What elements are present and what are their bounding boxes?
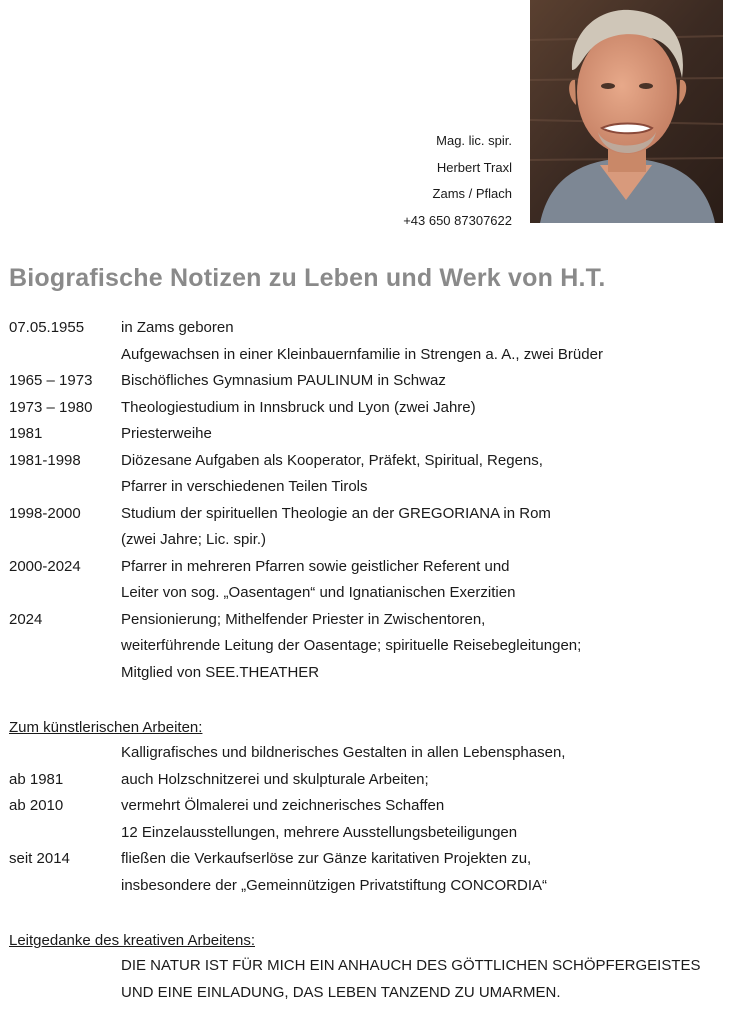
entry-text: (zwei Jahre; Lic. spir.) — [121, 531, 267, 548]
entry-date: ab 2010 — [9, 797, 64, 814]
entry-text: fließen die Verkaufserlöse zur Gänze karitativen Projekten zu, — [121, 850, 532, 867]
art-section-heading: Zum künstlerischen Arbeiten: — [9, 719, 203, 736]
entry-text: in Zams geboren — [121, 319, 234, 336]
entry-date: 1981-1998 — [9, 451, 81, 469]
list-item — [0, 793, 742, 819]
list-item — [0, 846, 742, 872]
entry-date: 1998-2000 — [9, 504, 81, 522]
list-item — [0, 607, 742, 633]
list-item — [0, 953, 742, 979]
page-title: Biografische Notizen zu Leben und Werk von H.T. — [9, 264, 606, 292]
list-item — [0, 474, 742, 500]
contact-location: Zams / Pflach — [432, 186, 512, 201]
list-item — [0, 580, 742, 606]
entry-text: Kalligrafisches und bildnerisches Gestalten in allen Lebensphasen, — [121, 744, 566, 761]
contact-block — [403, 128, 512, 234]
entry-text: weiterführende Leitung der Oasentage; spirituelle Reisebegleitungen; — [121, 637, 582, 654]
entry-text: Pensionierung; Mithelfender Priester in Zwischentoren, — [121, 610, 486, 628]
entry-text: Priesterweihe — [121, 425, 212, 442]
list-item — [0, 820, 742, 846]
entry-text: Leiter von sog. „Oasentagen“ und Ignatianischen Exerzitien — [121, 584, 516, 601]
entry-text: Aufgewachsen in einer Kleinbauernfamilie in Strengen a. A., zwei Brüder — [121, 345, 603, 363]
entry-text: auch Holzschnitzerei und skulpturale Arbeiten; — [121, 770, 429, 788]
contact-title: Mag. lic. spir. — [436, 133, 512, 148]
entry-date: 1973 – 1980 — [9, 398, 93, 416]
entry-text: UND EINE EINLADUNG, DAS LEBEN TANZEND ZU UMARMEN. — [121, 983, 561, 1001]
list-item — [0, 368, 742, 394]
list-item — [0, 767, 742, 793]
list-item — [0, 633, 742, 659]
entry-text: Bischöfliches Gymnasium PAULINUM in Schwaz — [121, 372, 446, 389]
motto-section-heading: Leitgedanke des kreativen Arbeitens: — [9, 932, 255, 949]
list-item — [0, 873, 742, 899]
entry-date: 2024 — [9, 610, 43, 628]
entry-text: 12 Einzelausstellungen, mehrere Ausstellungsbeteiligungen — [121, 823, 518, 841]
portrait-photo — [530, 0, 723, 223]
list-item — [0, 421, 742, 447]
entry-text: insbesondere der „Gemeinnützigen Privatstiftung CONCORDIA“ — [121, 876, 548, 894]
contact-name: Herbert Traxl — [436, 159, 512, 175]
list-item — [0, 527, 742, 553]
entry-date: 07.05.1955 — [9, 319, 85, 336]
list-item — [0, 395, 742, 421]
list-item — [0, 660, 742, 686]
entry-date: ab 1981 — [9, 770, 64, 788]
entry-date: 1965 – 1973 — [9, 372, 93, 389]
list-item — [0, 740, 742, 766]
entry-date: 1981 — [9, 425, 43, 442]
list-item — [0, 342, 742, 368]
list-item — [0, 980, 742, 1006]
entry-text: Theologiestudium in Innsbruck und Lyon (zwei Jahre) — [121, 398, 476, 416]
list-item — [0, 554, 742, 580]
entry-date: 2000-2024 — [9, 557, 81, 575]
entry-text: Mitglied von SEE.THEATHER — [121, 663, 320, 681]
entry-text: Pfarrer in verschiedenen Teilen Tirols — [121, 478, 368, 495]
list-item — [0, 448, 742, 474]
entry-text: Diözesane Aufgaben als Kooperator, Präfekt, Spiritual, Regens, — [121, 451, 543, 469]
entry-text: DIE NATUR IST FÜR MICH EIN ANHAUCH DES GÖTTLICHEN SCHÖPFERGEISTES — [121, 957, 701, 974]
entry-text: Studium der spirituellen Theologie an der GREGORIANA in Rom — [121, 504, 551, 522]
entry-text: Pfarrer in mehreren Pfarren sowie geistlicher Referent und — [121, 557, 510, 575]
list-item — [0, 315, 742, 341]
entry-date: seit 2014 — [9, 850, 70, 867]
list-item — [0, 501, 742, 527]
contact-phone: +43 650 87307622 — [403, 212, 512, 228]
entry-text: vermehrt Ölmalerei und zeichnerisches Schaffen — [121, 797, 445, 814]
